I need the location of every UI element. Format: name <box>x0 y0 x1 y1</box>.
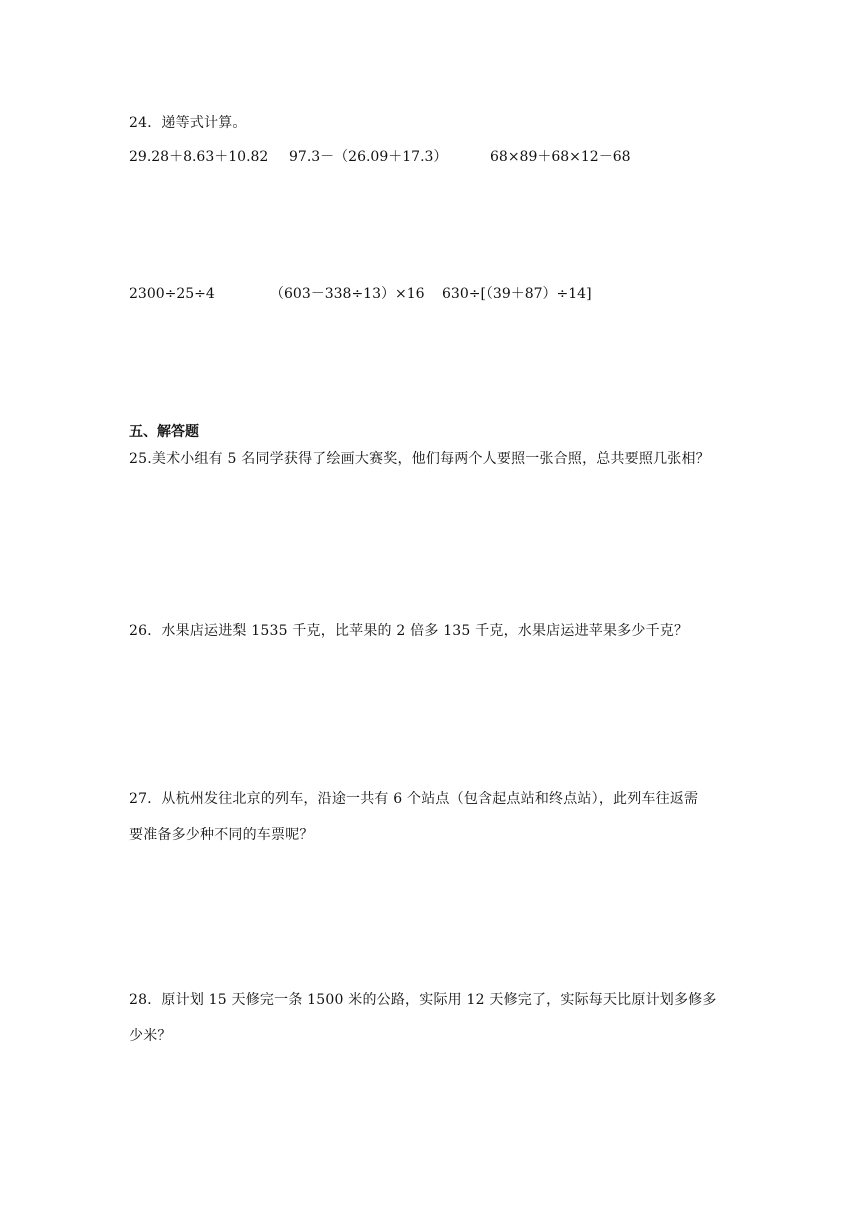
section-heading: 五、解答题 <box>129 424 199 440</box>
question-24-title: 24．递等式计算。 <box>129 115 247 131</box>
question-26: 26．水果店运进梨 1535 千克，比苹果的 2 倍多 135 千克，水果店运进苹果多少千克？ <box>129 623 689 639</box>
question-27-line-1: 27．从杭州发往北京的列车，沿途一共有 6 个站点（包含起点站和终点站），此列车往返需 <box>129 791 699 807</box>
expression-24-3: 68×89＋68×12－68 <box>490 149 631 165</box>
question-25: 25.美术小组有 5 名同学获得了绘画大赛奖，他们每两个人要照一张合照，总共要照几张相？ <box>129 451 710 467</box>
expression-24-5: （603－338÷13）×16 <box>270 286 425 302</box>
question-27-line-2: 要准备多少种不同的车票呢？ <box>129 827 314 843</box>
expression-24-6: 630÷[（39＋87）÷14] <box>442 286 592 302</box>
question-28-line-1: 28．原计划 15 天修完一条 1500 米的公路，实际用 12 天修完了，实际每天比原计划多修多 <box>129 992 717 1008</box>
expression-24-1: 29.28＋8.63＋10.82 <box>129 149 269 165</box>
expression-24-2: 97.3－（26.09＋17.3） <box>289 149 448 165</box>
question-28-line-2: 少米？ <box>129 1028 172 1044</box>
expression-24-4: 2300÷25÷4 <box>129 286 215 302</box>
